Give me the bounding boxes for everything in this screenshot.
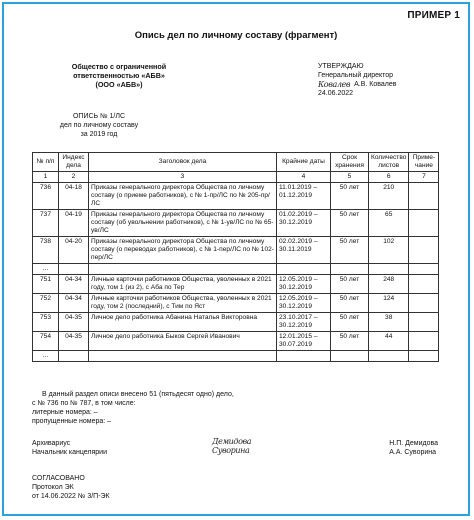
column-number: 3	[89, 172, 277, 183]
document-frame	[2, 2, 470, 516]
sheet-count	[369, 264, 409, 275]
agreed-line: Протокол ЭК	[32, 484, 74, 491]
table-row	[33, 275, 439, 294]
note	[409, 332, 439, 351]
column-header: Количество листов	[369, 153, 409, 172]
note	[409, 237, 439, 264]
case-index: 04-19	[59, 210, 89, 237]
retention-term: 50 лет	[331, 332, 369, 351]
table-header-row	[33, 153, 439, 172]
org-line: Общество с ограниченной	[71, 62, 167, 71]
column-number: 1	[33, 172, 59, 183]
opis-line: дел по личному составу	[59, 122, 139, 129]
retention-term: 50 лет	[331, 183, 369, 210]
date-range: 11.01.2019 – 01.12.2019	[277, 183, 331, 210]
signer-signatures	[212, 437, 251, 455]
note	[409, 210, 439, 237]
retention-term: 50 лет	[331, 275, 369, 294]
case-title: Приказы генерального директора Общества по личному составу (о переводах работников), с № 1-пер/ЛС по № 102-пер/ЛС	[89, 237, 277, 264]
date-range	[277, 351, 331, 362]
column-header: Приме-чание	[409, 153, 439, 172]
signer-role: Архивариус	[32, 440, 71, 447]
note	[409, 264, 439, 275]
case-title: Приказы генерального директора Общества по личному составу (об увольнении работников), с № 1-ув/ЛС по № 65-ув/ЛС	[89, 210, 277, 237]
column-number: 5	[331, 172, 369, 183]
example-label: ПРИМЕР 1	[407, 10, 460, 21]
case-title	[89, 264, 277, 275]
retention-term	[331, 351, 369, 362]
organization-name	[54, 62, 184, 89]
table-row	[33, 332, 439, 351]
director-name: А.В. Ковалев	[354, 81, 397, 88]
retention-term: 50 лет	[331, 313, 369, 332]
agreed-heading: СОГЛАСОВАНО	[32, 475, 85, 482]
signer-names	[389, 439, 438, 457]
inventory-table	[32, 152, 439, 362]
summary-line: пропущенные номера: –	[32, 418, 112, 425]
sheet-count	[369, 351, 409, 362]
summary-line: В данный раздел описи внесено 51 (пятьдесят одно) дело,	[42, 391, 234, 398]
row-number: 736	[33, 183, 59, 210]
document-title: Опись дел по личному составу (фрагмент)	[134, 30, 338, 41]
date-range: 02.02.2019 – 30.11.2019	[277, 237, 331, 264]
retention-term: 50 лет	[331, 294, 369, 313]
chancellery-head-signature: Суворина	[212, 446, 250, 455]
approval-block	[318, 62, 397, 98]
case-index: 04-34	[59, 294, 89, 313]
opis-line: ОПИСЬ № 1/ЛС	[72, 113, 126, 120]
org-line: (ООО «АБВ»)	[95, 80, 143, 89]
case-title	[89, 351, 277, 362]
inventory-heading	[44, 112, 154, 139]
note	[409, 275, 439, 294]
table-row	[33, 351, 439, 362]
opis-line: за 2019 год	[80, 131, 118, 138]
summary-line: с № 736 по № 787, в том числе:	[32, 400, 136, 407]
column-number: 2	[59, 172, 89, 183]
case-title: Личное дело работника Быков Сергей Иванович	[89, 332, 277, 351]
row-number: …	[33, 351, 59, 362]
case-index: 04-35	[59, 313, 89, 332]
case-title: Личное дело работника Абанина Наталья Викторовна	[89, 313, 277, 332]
table-row	[33, 313, 439, 332]
retention-term: 50 лет	[331, 237, 369, 264]
approval-signature-line	[318, 80, 397, 89]
org-line: ответственностью «АБВ»	[73, 71, 165, 80]
row-number: 753	[33, 313, 59, 332]
approval-position: Генеральный директор	[318, 72, 394, 79]
signer-roles	[32, 439, 107, 457]
date-range: 12.01.2015 – 30.07.2019	[277, 332, 331, 351]
signer-name: Н.П. Демидова	[389, 440, 438, 447]
note	[409, 313, 439, 332]
sheet-count: 248	[369, 275, 409, 294]
row-number: 738	[33, 237, 59, 264]
date-range: 01.02.2019 – 30.12.2019	[277, 210, 331, 237]
date-range: 12.05.2019 – 30.12.2019	[277, 275, 331, 294]
case-title: Приказы генерального директора Общества по личному составу (о приеме работников), с № 1-пр/ЛС по № 205-пр/ЛС	[89, 183, 277, 210]
case-index: 04-34	[59, 275, 89, 294]
director-signature: Ковалев	[318, 80, 351, 89]
agreed-line: от 14.06.2022 № 3/П-ЭК	[32, 493, 110, 500]
sheet-count: 44	[369, 332, 409, 351]
note	[409, 351, 439, 362]
sheet-count: 65	[369, 210, 409, 237]
case-index: 04-35	[59, 332, 89, 351]
approval-date: 24.06.2022	[318, 90, 354, 97]
retention-term	[331, 264, 369, 275]
case-title: Личные карточки работников Общества, уволенных в 2021 году, том 2 (последний), с Тим по Яст	[89, 294, 277, 313]
date-range: 12.05.2019 – 30.12.2019	[277, 294, 331, 313]
sheet-count: 210	[369, 183, 409, 210]
column-header: Индекс дела	[59, 153, 89, 172]
row-number: 754	[33, 332, 59, 351]
row-number: …	[33, 264, 59, 275]
column-header: Срок хранения	[331, 153, 369, 172]
sheet-count: 38	[369, 313, 409, 332]
row-number: 752	[33, 294, 59, 313]
table-row	[33, 237, 439, 264]
case-index: 04-18	[59, 183, 89, 210]
table-row	[33, 183, 439, 210]
column-number-row	[33, 172, 439, 183]
column-header: Крайние даты	[277, 153, 331, 172]
table-body	[33, 183, 439, 362]
signer-name: А.А. Суворина	[389, 449, 437, 456]
note	[409, 294, 439, 313]
retention-term: 50 лет	[331, 210, 369, 237]
case-index: 04-20	[59, 237, 89, 264]
date-range	[277, 264, 331, 275]
date-range: 23.10.2017 – 30.12.2019	[277, 313, 331, 332]
column-header: № п/п	[33, 153, 59, 172]
archivist-signature: Демидова	[212, 437, 252, 446]
column-number: 6	[369, 172, 409, 183]
sheet-count: 102	[369, 237, 409, 264]
note	[409, 183, 439, 210]
case-title: Личные карточки работников Общества, уволенных в 2021 году, том 1 (из 2), с Аба по Тер	[89, 275, 277, 294]
sheet-count: 124	[369, 294, 409, 313]
case-index	[59, 264, 89, 275]
case-index	[59, 351, 89, 362]
column-number: 7	[409, 172, 439, 183]
column-number: 4	[277, 172, 331, 183]
table-row	[33, 210, 439, 237]
row-number: 737	[33, 210, 59, 237]
table-row	[33, 294, 439, 313]
row-number: 751	[33, 275, 59, 294]
signer-role: Начальник канцелярии	[32, 449, 108, 456]
approval-heading: УТВЕРЖДАЮ	[318, 63, 364, 70]
summary-line: литерные номера: –	[32, 409, 98, 416]
table-row	[33, 264, 439, 275]
column-header: Заголовок дела	[89, 153, 277, 172]
